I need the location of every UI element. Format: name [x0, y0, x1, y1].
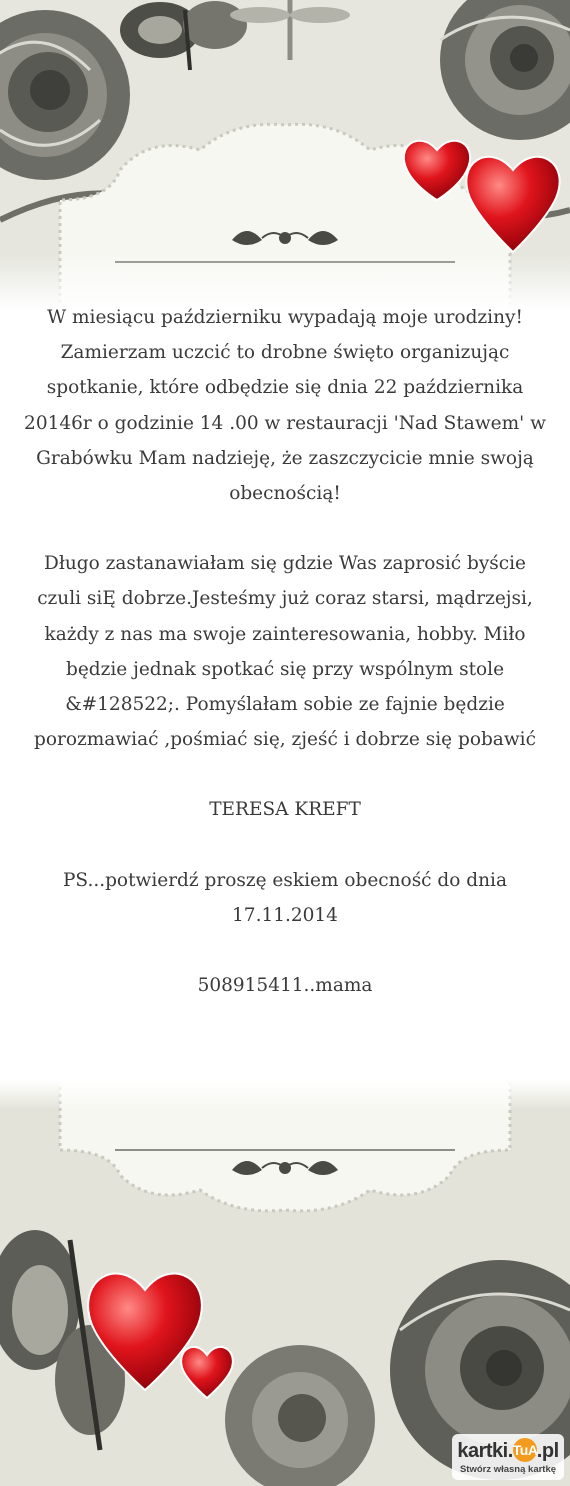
bottom-floral-frame	[0, 1080, 570, 1486]
logo-brand: kartki.TuA.pl	[457, 1440, 559, 1462]
ornament-flourish-bottom	[232, 1161, 338, 1175]
phone-number: 508915411..mama	[197, 975, 373, 997]
paragraph-birthday: W miesiącu październiku wypadają moje urodziny!	[47, 307, 523, 328]
top-decoration	[0, 0, 570, 310]
bottom-decoration	[0, 1080, 570, 1486]
card-message	[20, 300, 550, 1003]
top-floral-frame	[0, 0, 570, 310]
paragraph-rsvp: PS...potwierdź proszę eskiem obecność do dnia 17.11.2014	[62, 869, 507, 926]
paragraph-invitation: Zamierzam uczcić to drobne święto organizując spotkanie, które odbędzie się dnia 22 października 20146r o godzinie 14 .00 w restauracji 'Nad Stawem' w Grabówku Mam nadzieję, że zaszczycicie mnie swoją obecnością!	[24, 342, 546, 505]
ornament-flourish-top	[232, 231, 338, 245]
logo-tagline: Stwórz własną kartkę	[459, 1464, 557, 1475]
signature: TERESA KREFT	[209, 799, 361, 821]
kartki-logo[interactable]	[452, 1434, 564, 1480]
paragraph-reflection: Długo zastanawiałam się gdzie Was zaprosić byście czuli siĘ dobrze.Jesteśmy już coraz starsi, mądrzejsi, każdy z nas ma swoje zainteresowania, hobby. Miło będzie jednak spotkać się przy wspólnym stole &#128522;. Pomyślałam sobie ze fajnie będzie porozmawiać ,pośmiać się, zjeść i dobrze się pobawić	[34, 553, 536, 751]
